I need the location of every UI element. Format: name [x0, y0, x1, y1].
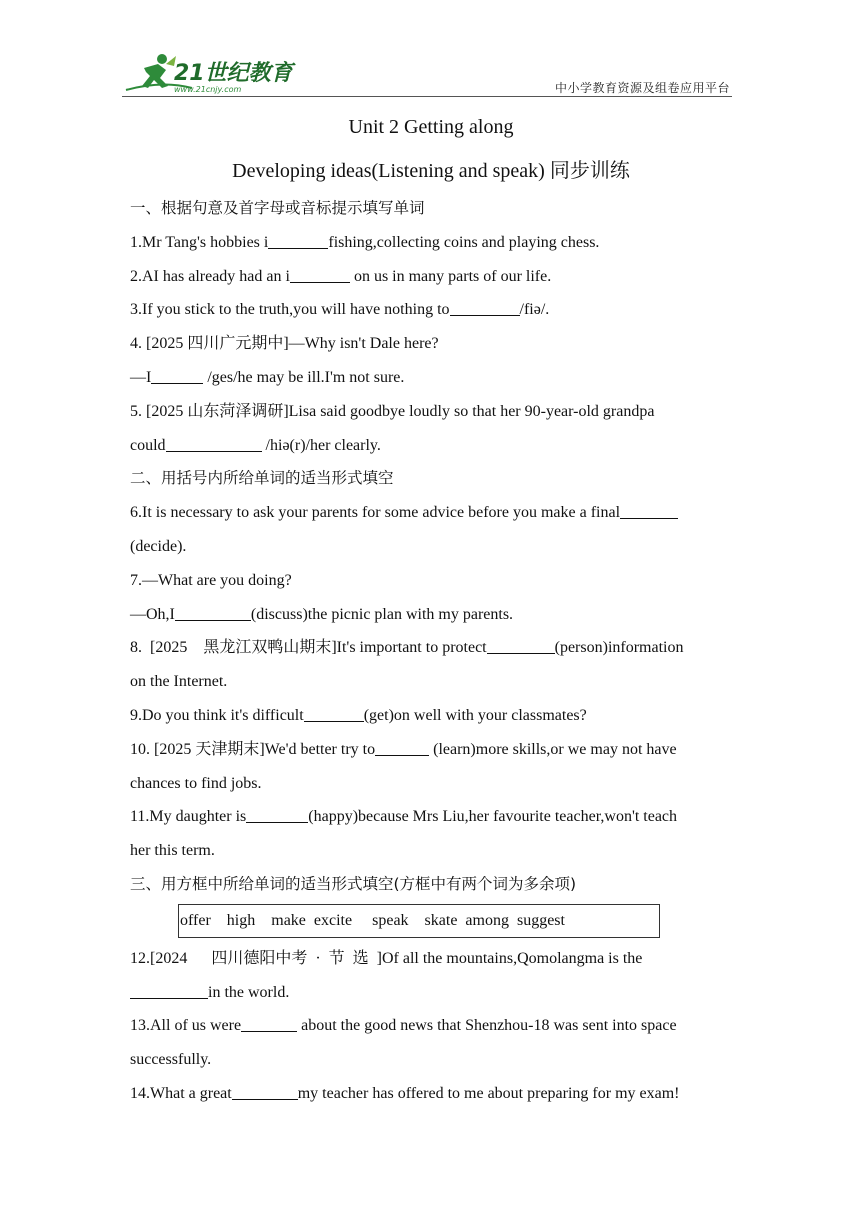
logo-url: www.21cnjy.com [174, 85, 242, 94]
word-bank-word: high [226, 911, 256, 929]
question-10: 10. [2025 天津期末]We'd better try to (learn)more skills,or we may not have chances to find jobs. [130, 740, 677, 792]
question-5: 5. [2025 山东菏泽调研]Lisa said goodbye loudly so that her 90-year-old grandpa could /hiə(r)/her clearly. [130, 402, 655, 454]
question-6: 6.It is necessary to ask your parents for some advice before you make a final (decide). [130, 496, 732, 564]
word-bank-word: make [271, 911, 306, 929]
answer-blank[interactable] [268, 232, 328, 249]
question-12: 12.[2024 四川德阳中考 · 节 选 ]Of all the mountains,Qomolangma is the in the world. [130, 949, 643, 1001]
logo [122, 50, 302, 96]
question-4-answer: —I /ges/he may be ill.I'm not sure. [130, 368, 405, 386]
answer-blank[interactable] [241, 1015, 297, 1032]
unit-title: Unit 2 Getting along [348, 116, 514, 138]
answer-blank[interactable] [166, 435, 262, 452]
page-header [122, 50, 732, 98]
worksheet-body [130, 110, 732, 1111]
logo-text: 21世纪教育 [174, 61, 293, 86]
word-bank-word: suggest [516, 911, 565, 929]
question-3: 3.If you stick to the truth,you will have nothing to /fiə/. [130, 301, 550, 319]
word-bank-word: speak [372, 911, 409, 929]
question-11: 11.My daughter is (happy)because Mrs Liu,her favourite teacher,won't teach her this term. [130, 808, 678, 860]
answer-blank[interactable] [487, 637, 555, 654]
question-14: 14.What a great my teacher has offered to me about preparing for my exam! [130, 1084, 680, 1102]
word-bank-box [178, 904, 660, 938]
answer-blank[interactable] [620, 502, 678, 519]
section-3-heading: 三、用方框中所给单词的适当形式填空(方框中有两个词为多余项) [130, 874, 577, 893]
answer-blank[interactable] [290, 266, 350, 283]
question-7-prompt: 7.—What are you doing? [130, 571, 292, 589]
answer-blank[interactable] [304, 705, 364, 722]
question-13: 13.All of us were about the good news that Shenzhou-18 was sent into space successfully. [130, 1017, 677, 1069]
section-2-heading: 二、用括号内所给单词的适当形式填空 [130, 469, 394, 488]
question-9: 9.Do you think it's difficult (get)on well with your classmates? [130, 706, 587, 724]
word-bank-word: offer [180, 911, 211, 929]
question-4-prompt: 4. [2025 四川广元期中]—Why isn't Dale here? [130, 335, 439, 353]
word-bank-word: skate [424, 911, 458, 929]
answer-blank[interactable] [246, 806, 308, 823]
answer-blank[interactable] [175, 604, 251, 621]
answer-blank[interactable] [130, 982, 208, 999]
question-7-answer: —Oh,I (discuss)the picnic plan with my parents. [130, 605, 514, 623]
word-bank-word: excite [313, 911, 353, 929]
answer-blank[interactable] [151, 367, 203, 384]
header-divider [122, 96, 732, 97]
question-8: 8. [2025 黑龙江双鸭山期末]It's important to protect (person)information on the Internet. [130, 639, 684, 691]
section-1-heading: 一、根据句意及首字母或音标提示填写单词 [130, 199, 425, 217]
answer-blank[interactable] [450, 299, 520, 316]
word-bank-word: among [465, 911, 509, 929]
lesson-subtitle: Developing ideas(Listening and speak) 同步训练 [232, 160, 630, 182]
answer-blank[interactable] [375, 739, 429, 756]
question-1: 1.Mr Tang's hobbies i fishing,collecting coins and playing chess. [130, 233, 600, 251]
answer-blank[interactable] [232, 1083, 298, 1100]
platform-name: 中小学教育资源及组卷应用平台 [554, 81, 730, 95]
question-2: 2.AI has already had an i on us in many parts of our life. [130, 267, 552, 285]
